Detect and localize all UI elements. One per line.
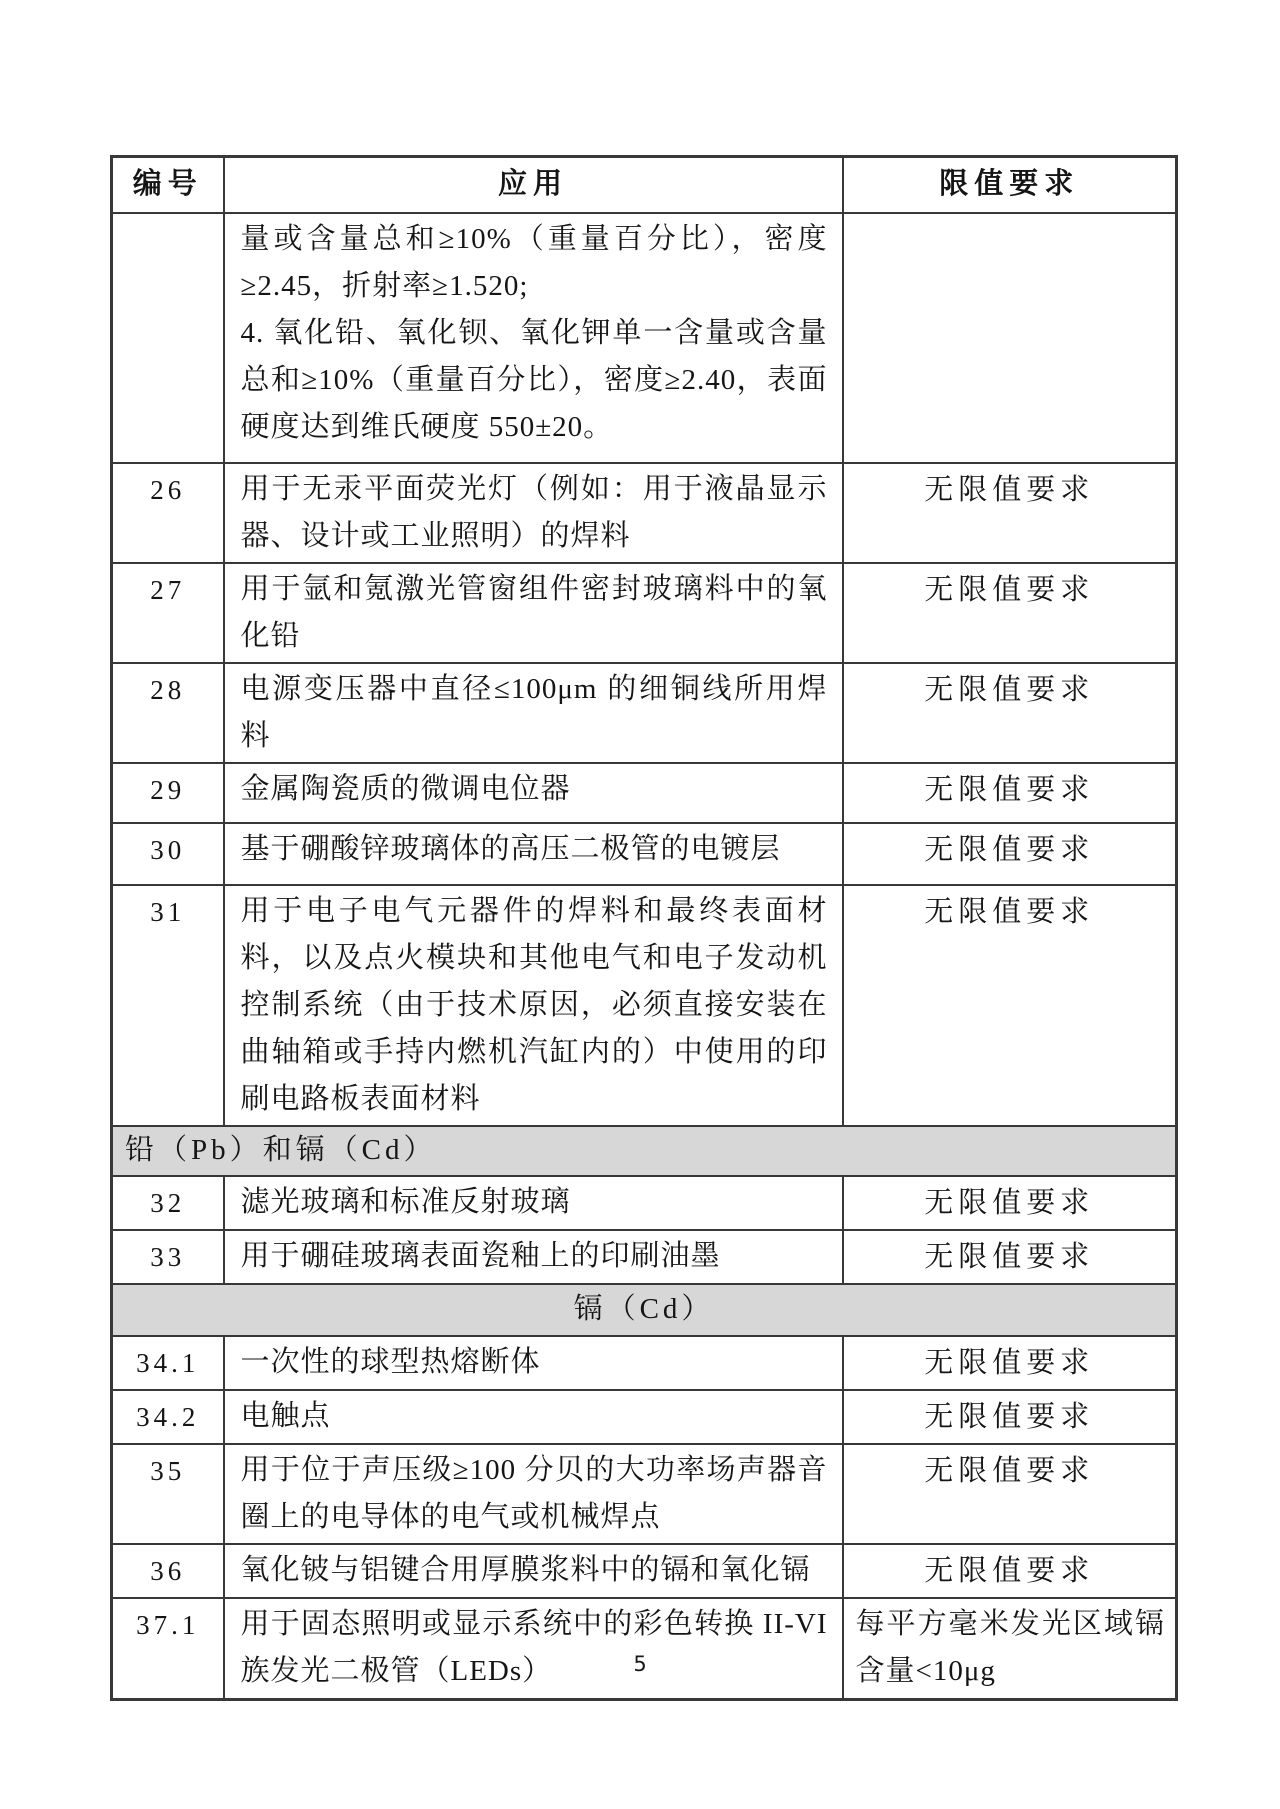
- header-limit: 限值要求: [843, 157, 1177, 213]
- application-cell: 基于硼酸锌玻璃体的高压二极管的电镀层: [224, 823, 843, 885]
- limit-cell: [843, 213, 1177, 463]
- application-cell: 用于固态照明或显示系统中的彩色转换 II-VI 族发光二极管（LEDs）: [224, 1598, 843, 1700]
- table-row-27: [112, 563, 1177, 663]
- table-row-31: [112, 885, 1177, 1126]
- limit-cell: 无限值要求: [843, 463, 1177, 563]
- row-number-cell: 34.1: [112, 1336, 224, 1390]
- application-cell: 一次性的球型热熔断体: [224, 1336, 843, 1390]
- table-row-34-1: [112, 1336, 1177, 1390]
- limit-cell: 无限值要求: [843, 1390, 1177, 1444]
- limit-cell: 无限值要求: [843, 1544, 1177, 1598]
- table-row-33: [112, 1230, 1177, 1284]
- row-number-cell: [112, 213, 224, 463]
- table-row-continuation: [112, 213, 1177, 463]
- limit-cell: 无限值要求: [843, 663, 1177, 763]
- limit-cell: 无限值要求: [843, 1444, 1177, 1544]
- section-label: 铅（Pb）和镉（Cd）: [112, 1126, 1177, 1176]
- row-number-cell: 33: [112, 1230, 224, 1284]
- row-number-cell: 35: [112, 1444, 224, 1544]
- table-row-29: [112, 763, 1177, 823]
- limit-cell: 无限值要求: [843, 1230, 1177, 1284]
- limit-cell: 无限值要求: [843, 823, 1177, 885]
- limit-cell: 无限值要求: [843, 563, 1177, 663]
- row-number-cell: 26: [112, 463, 224, 563]
- application-cell: 用于位于声压级≥100 分贝的大功率场声器音圈上的电导体的电气或机械焊点: [224, 1444, 843, 1544]
- table-row-34-2: [112, 1390, 1177, 1444]
- row-number-cell: 32: [112, 1176, 224, 1230]
- exemption-table: [110, 155, 1178, 1701]
- application-cell: 电源变压器中直径≤100μm 的细铜线所用焊料: [224, 663, 843, 763]
- table-row-30: [112, 823, 1177, 885]
- row-number-cell: 37.1: [112, 1598, 224, 1700]
- application-cell: 金属陶瓷质的微调电位器: [224, 763, 843, 823]
- table-header-row: [112, 157, 1177, 213]
- row-number-cell: 27: [112, 563, 224, 663]
- row-number-cell: 28: [112, 663, 224, 763]
- application-cell: 滤光玻璃和标准反射玻璃: [224, 1176, 843, 1230]
- page-number: 5: [633, 1652, 647, 1676]
- row-number-cell: 30: [112, 823, 224, 885]
- row-number-cell: 29: [112, 763, 224, 823]
- limit-cell: 无限值要求: [843, 885, 1177, 1126]
- table-row-35: [112, 1444, 1177, 1544]
- application-cell: 用于电子电气元器件的焊料和最终表面材料，以及点火模块和其他电气和电子发动机控制系统（由于技术原因，必须直接安装在曲轴箱或手持内燃机汽缸内的）中使用的印刷电路板表面材料: [224, 885, 843, 1126]
- application-cell: 电触点: [224, 1390, 843, 1444]
- limit-cell: 无限值要求: [843, 1336, 1177, 1390]
- application-cell: 用于氩和氪激光管窗组件密封玻璃料中的氧化铅: [224, 563, 843, 663]
- row-number-cell: 31: [112, 885, 224, 1126]
- application-cell: [224, 213, 843, 463]
- table-row-26: [112, 463, 1177, 563]
- table-row-28: [112, 663, 1177, 763]
- table-row-32: [112, 1176, 1177, 1230]
- application-cell: 用于无汞平面荧光灯（例如：用于液晶显示器、设计或工业照明）的焊料: [224, 463, 843, 563]
- section-label: 镉（Cd）: [112, 1284, 1177, 1336]
- header-no: 编号: [112, 157, 224, 213]
- application-cell: 氧化铍与铝键合用厚膜浆料中的镉和氧化镉: [224, 1544, 843, 1598]
- table-row-37-1: [112, 1598, 1177, 1700]
- application-paragraph: 量或含量总和≥10%（重量百分比），密度≥2.45，折射率≥1.520;: [240, 222, 828, 302]
- application-paragraph: 4. 氧化铅、氧化钡、氧化钾单一含量或含量总和≥10%（重量百分比），密度≥2.40，表面硬度达到维氏硬度 550±20。: [240, 316, 828, 443]
- table-row-36: [112, 1544, 1177, 1598]
- row-number-cell: 36: [112, 1544, 224, 1598]
- section-row-cd: [112, 1284, 1177, 1336]
- header-application: 应用: [224, 157, 843, 213]
- row-number-cell: 34.2: [112, 1390, 224, 1444]
- limit-cell: 无限值要求: [843, 763, 1177, 823]
- application-cell: 用于硼硅玻璃表面瓷釉上的印刷油墨: [224, 1230, 843, 1284]
- limit-cell: 无限值要求: [843, 1176, 1177, 1230]
- limit-cell: 每平方毫米发光区域镉含量<10μg: [843, 1598, 1177, 1700]
- section-row-pb-cd: [112, 1126, 1177, 1176]
